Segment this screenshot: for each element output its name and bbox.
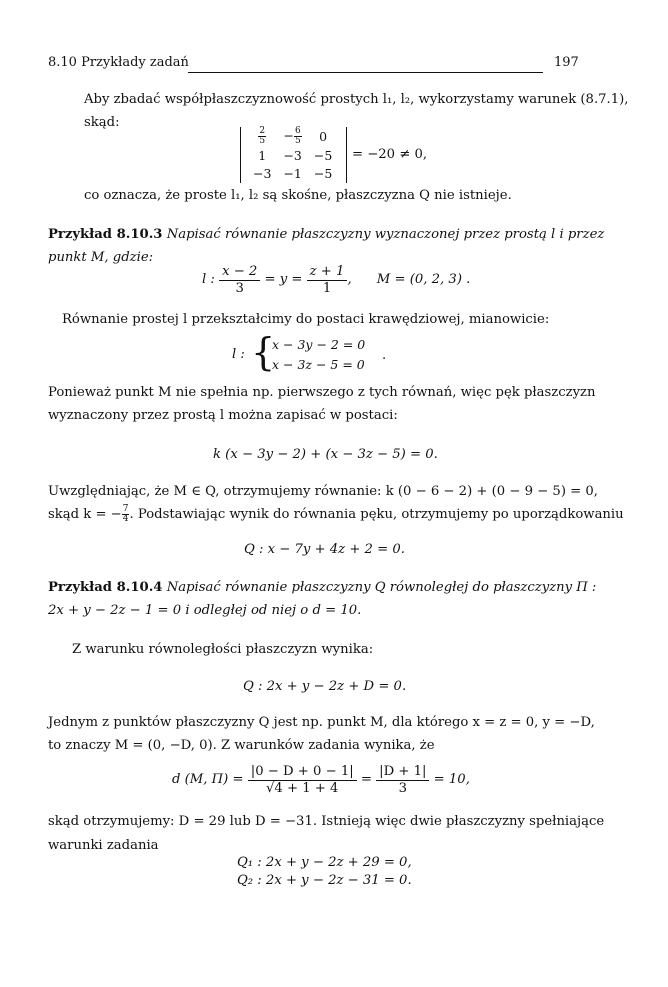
paragraph: Równanie prostej l przekształcimy do postaci krawędziowej, mianowicie: (62, 312, 550, 327)
fraction: $\frac{|0 - D + 0 - 1|}{√4 + 1 + 4}$ (248, 764, 357, 797)
det-cell: −1 (283, 165, 302, 181)
point-m: , M = (0, 2, 3) . (347, 272, 471, 288)
paragraph: Jednym z punktów płaszczyzny Q jest np. punkt M, dla którego x = z = 0, y = −D, (48, 715, 595, 730)
determinant-row (247, 164, 338, 182)
determinant-result: = −20 ≠ 0, (352, 147, 428, 162)
distance-equation: d (M, Π) = $\frac{|0 - D + 0 - 1|}{√4 + 1 + 4}$ = $\frac{|D + 1|}{3}$ = 10, (172, 763, 470, 796)
fraction: $\frac{x - 2}{3}$ (219, 264, 260, 297)
plane-q1: Q₁ : 2x + y − 2z + 29 = 0, (237, 855, 412, 870)
det-cell: −5 (313, 165, 333, 181)
paragraph: Ponieważ punkt M nie spełnia np. pierwszego z tych równań, więc pęk płaszczyzn (48, 385, 596, 400)
header-rule (188, 72, 543, 73)
paragraph: warunki zadania (48, 838, 159, 853)
det-cell: $\frac{2}{5}$ (259, 126, 266, 146)
fraction: $\frac{|D + 1|}{3}$ (376, 764, 429, 797)
paragraph: wyznaczony przez prostą l można zapisać w postaci: (48, 408, 398, 423)
system-eq-1: x − 3y − 2 = 0 (272, 337, 366, 352)
equation-label: l : (202, 272, 215, 288)
example-statement (48, 227, 604, 243)
plane-q2: Q₂ : 2x + y − 2z − 31 = 0. (237, 873, 412, 888)
distance-label: d (M, Π) = (172, 772, 244, 788)
paragraph: skąd k = − $\frac{7}{4}$ . Podstawiając wynik do równania pęku, otrzymujemy po uporządkowaniu (48, 504, 624, 524)
determinant (240, 127, 347, 183)
example-title: Przykład 8.10.4 (48, 580, 163, 595)
brace: { (251, 330, 276, 374)
fraction: $\frac{z + 1}{1}$ (307, 264, 348, 297)
example-statement (48, 580, 596, 596)
intro-conclusion: co oznacza, że proste l₁, l₂ są skośne, płaszczyzna Q nie istnieje. (84, 188, 512, 203)
fraction: $\frac{7}{4}$ (122, 504, 129, 524)
page-number: 197 (554, 55, 579, 70)
result-equation: Q : x − 7y + 4z + 2 = 0. (244, 542, 405, 557)
paragraph: Uwzględniając, że M ∈ Q, otrzymujemy równanie: k (0 − 6 − 2) + (0 − 9 − 5) = 0, (48, 484, 598, 499)
example-text: Napisać równanie płaszczyzny wyznaczonej przez prostą l i przez (166, 227, 605, 242)
det-cell: −3 (253, 165, 272, 181)
example-text: Napisać równanie płaszczyzny Q równoległej do płaszczyzny Π : (166, 580, 597, 595)
equation-middle: = y = (264, 272, 303, 288)
plane-equation: Q : 2x + y − 2z + D = 0. (243, 679, 407, 694)
det-cell: 1 (258, 147, 267, 163)
system-eq-2: x − 3z − 5 = 0 (272, 357, 365, 372)
det-cell: 0 (319, 129, 328, 144)
intro-line-2: skąd: (84, 115, 120, 130)
det-cell: −5 (313, 147, 333, 163)
paragraph: Z warunku równoległości płaszczyzn wynika: (72, 642, 374, 657)
paragraph: to znaczy M = (0, −D, 0). Z warunków zadania wynika, że (48, 738, 435, 753)
section-header: 8.10 Przykłady zadań (48, 55, 189, 70)
example-title: Przykład 8.10.3 (48, 227, 163, 242)
determinant-row (247, 127, 338, 146)
det-cell: −3 (283, 147, 302, 163)
det-cell: − $\frac{6}{5}$ (283, 126, 301, 146)
determinant-row (247, 146, 338, 164)
system-dot: . (382, 348, 387, 363)
paragraph: skąd otrzymujemy: D = 29 lub D = −31. Istnieją więc dwie płaszczyzny spełniające (48, 814, 605, 829)
pencil-equation: k (x − 3y − 2) + (x − 3z − 5) = 0. (213, 447, 438, 462)
intro-line-1: Aby zbadać współpłaszczyznowość prostych l₁, l₂, wykorzystamy warunek (8.7.1), (84, 92, 629, 107)
line-equation (202, 262, 470, 298)
example-statement-2: punkt M, gdzie: (48, 250, 154, 265)
system-label: l : (232, 347, 245, 362)
example-statement-2: 2x + y − 2z − 1 = 0 i odległej od niej o d = 10. (48, 603, 362, 618)
